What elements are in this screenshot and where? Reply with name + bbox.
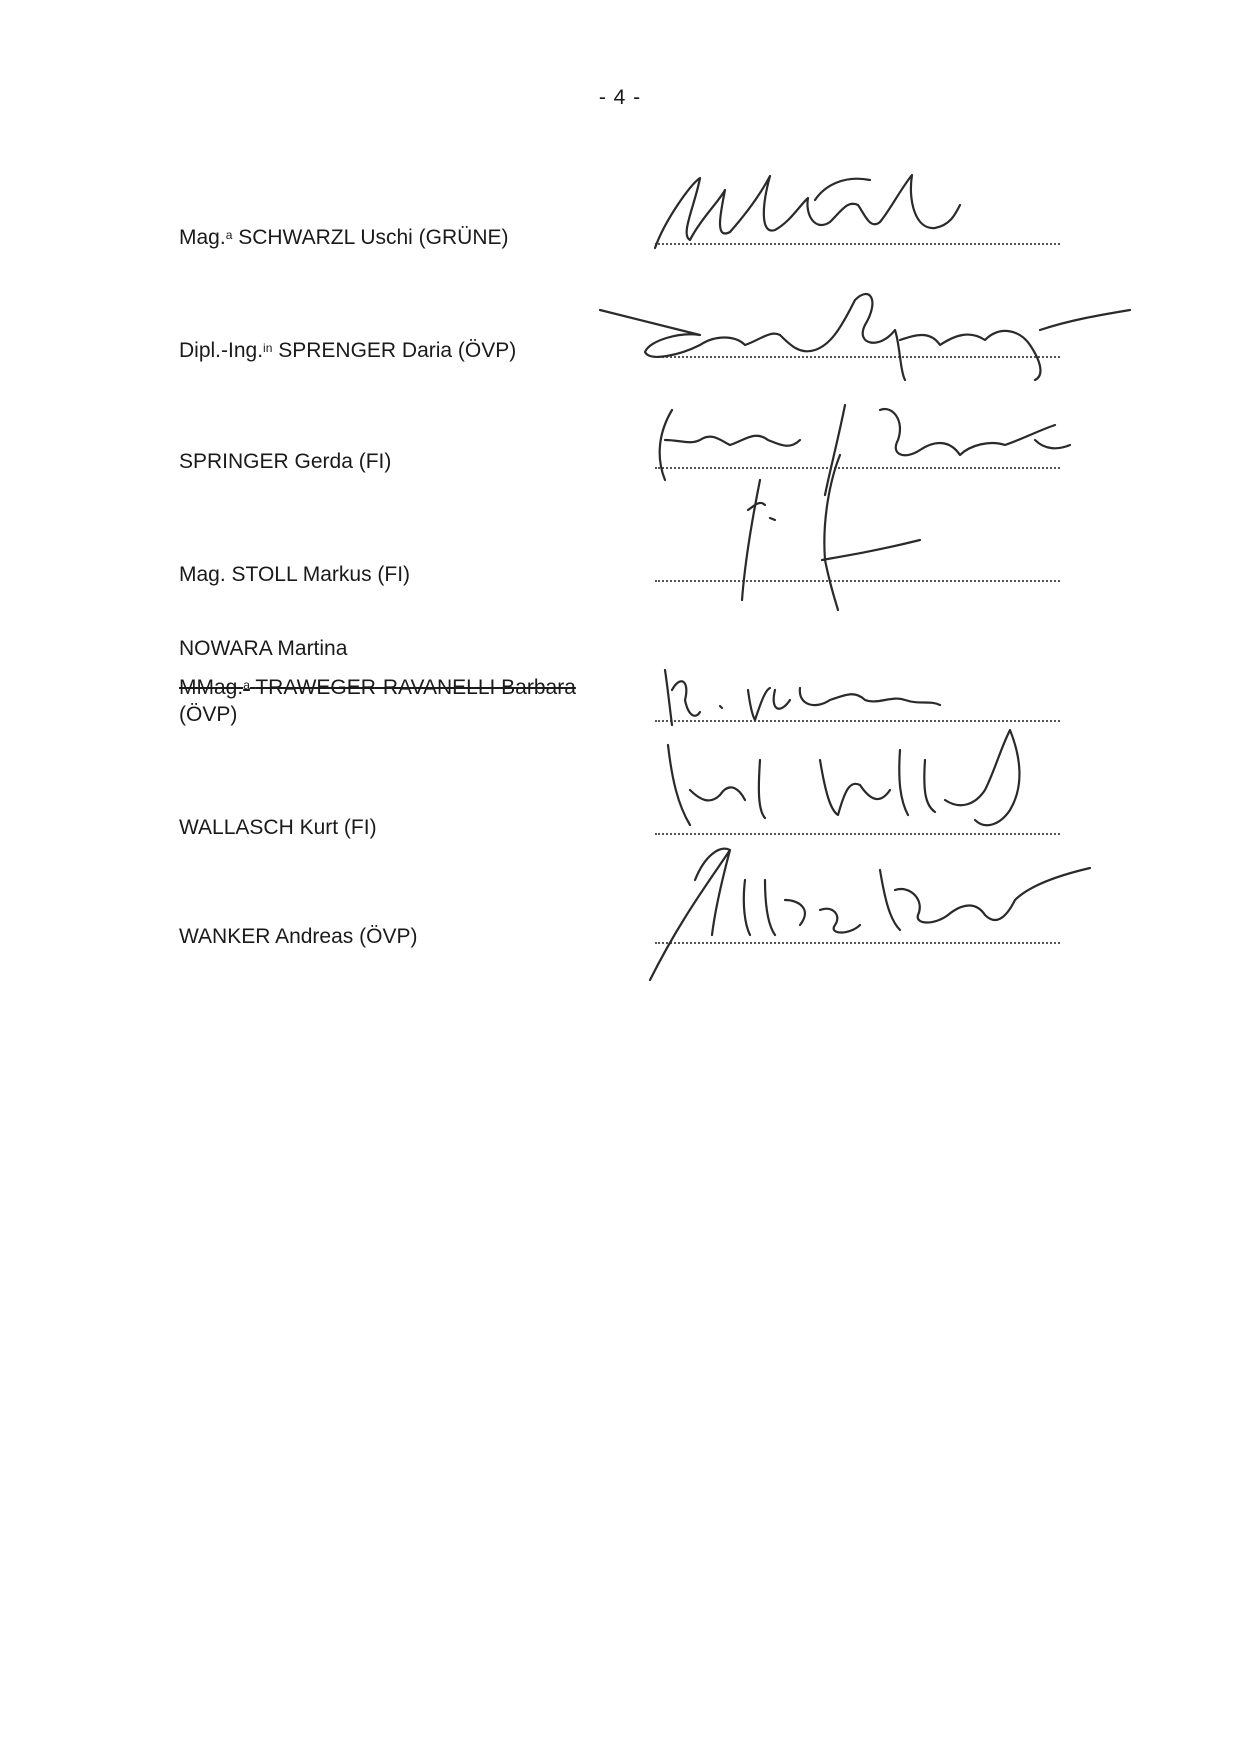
title-suffix: in [263, 341, 273, 355]
academic-title: Mag. [179, 226, 226, 249]
struck-name: TRAWEGER-RAVANELLI Barbara [255, 676, 576, 699]
signatory-nowara [179, 636, 347, 661]
struck-title-suffix: a [243, 678, 250, 692]
signature-wallasch [668, 730, 1019, 825]
signature-line [655, 942, 1060, 944]
signature-sprenger [600, 294, 1130, 380]
signatory-springer [179, 449, 391, 474]
struck-title: MMag. [179, 676, 244, 699]
signatory-name: NOWARA Martina [179, 637, 348, 660]
signatory-wallasch [179, 815, 377, 840]
signature-wanker [650, 849, 1090, 980]
signature-nowara [665, 670, 940, 725]
signature-line [655, 467, 1060, 469]
page-number: - 4 - [598, 86, 642, 109]
signatory-name: Mag. STOLL Markus (FI) [179, 563, 411, 586]
signature-schwarzl [655, 175, 960, 248]
signatory-stoll [179, 562, 410, 587]
signatory-sprenger [179, 338, 516, 363]
signature-line [655, 833, 1060, 835]
signature-line [655, 356, 1060, 358]
title-suffix: a [225, 228, 233, 242]
signature-line [655, 243, 1060, 245]
signatory-name: SPRINGER Gerda (FI) [179, 450, 392, 473]
signatory-name: WANKER Andreas (ÖVP) [179, 925, 418, 948]
signatory-name: SPRENGER Daria (ÖVP) [278, 339, 517, 362]
signature-line [655, 720, 1060, 722]
party: (ÖVP) [179, 703, 238, 726]
signatory-schwarzl [179, 225, 509, 250]
struck-signatory [179, 675, 576, 700]
signatory-name: SCHWARZL Uschi (GRÜNE) [238, 226, 509, 249]
party-label [179, 702, 237, 727]
signature-stoll [742, 455, 920, 610]
signature-springer [660, 405, 1070, 495]
signature-line [655, 580, 1060, 582]
academic-title: Dipl.-Ing. [179, 339, 264, 362]
signatory-wanker [179, 924, 417, 949]
signatory-name: WALLASCH Kurt (FI) [179, 816, 377, 839]
